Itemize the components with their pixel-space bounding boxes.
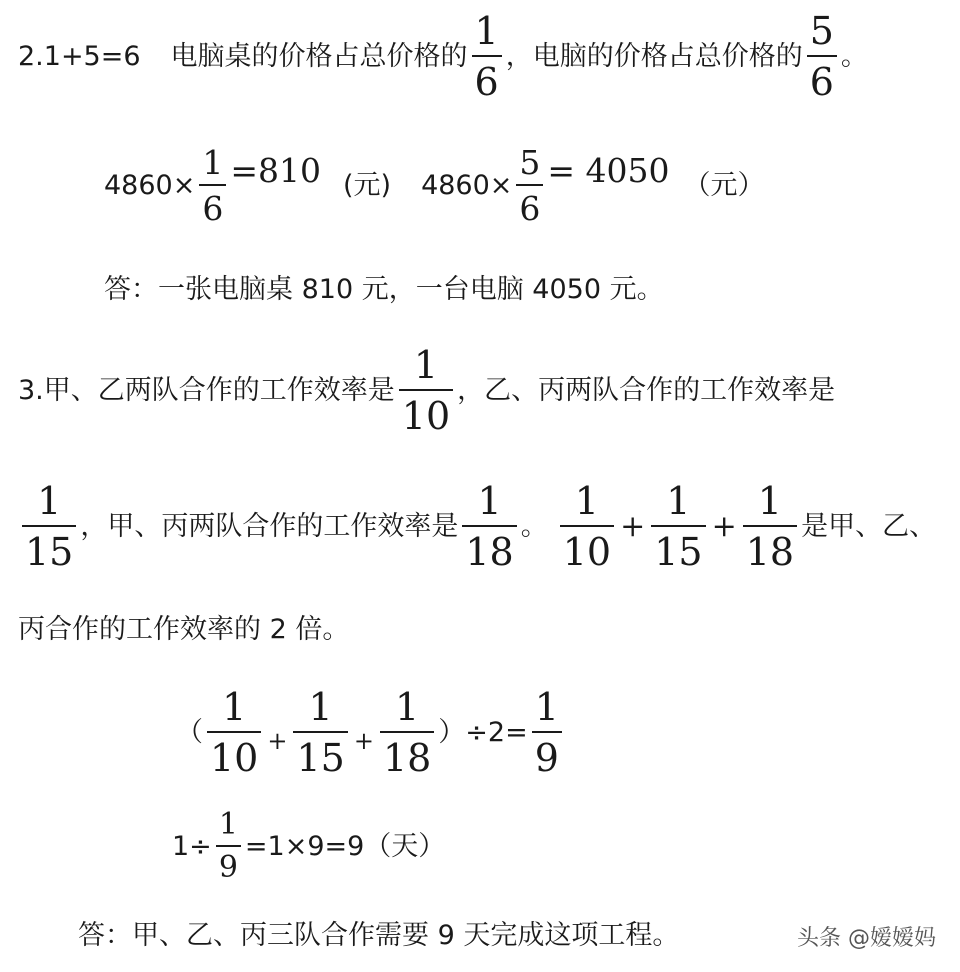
statement-text: ，电脑的价格占总价格的 [505, 41, 803, 72]
numerator: 1 [218, 807, 238, 842]
fraction [199, 143, 226, 228]
denominator: 10 [401, 394, 451, 438]
denominator: 15 [296, 736, 345, 780]
denominator: 6 [474, 60, 499, 104]
calc-unit: (元) [342, 170, 392, 201]
paren-close-divide: ）÷2= [438, 717, 528, 748]
denominator: 6 [809, 60, 834, 104]
denominator: 15 [25, 530, 74, 574]
numerator: 1 [308, 685, 333, 729]
statement-text: 电脑桌的价格占总价格的 [170, 41, 468, 72]
fraction-bar [216, 845, 241, 847]
numerator: 1 [202, 143, 224, 182]
numerator: 1 [574, 479, 599, 523]
problem3-statement-line1 [18, 343, 836, 438]
paren-open: （ [176, 717, 203, 748]
denominator: 18 [465, 530, 514, 574]
numerator: 1 [474, 9, 499, 53]
problem2-answer [104, 276, 664, 303]
plus-sign: + [267, 726, 288, 755]
statement-text: ，乙、丙两队合作的工作效率是 [457, 375, 836, 406]
answer-text: 答：甲、乙、丙三队合作需要 9 天完成这项工程。 [78, 920, 680, 951]
fraction-bar [532, 731, 562, 733]
problem3-calculation2 [172, 807, 446, 885]
numerator: 5 [809, 9, 834, 53]
numerator: 1 [534, 685, 559, 729]
fraction [743, 479, 797, 574]
problem2-number: 2.1+5=6 [18, 41, 141, 72]
numerator: 1 [222, 685, 247, 729]
fraction [399, 343, 453, 438]
fraction [293, 685, 347, 780]
fraction [472, 9, 502, 104]
fraction-bar [207, 731, 261, 733]
fraction-bar [472, 55, 502, 57]
plus-sign: + [620, 509, 646, 544]
numerator: 1 [395, 685, 420, 729]
fraction-bar [399, 389, 453, 391]
fraction-bar [743, 525, 797, 527]
numerator: 1 [37, 479, 62, 523]
calc-result: = 4050 [547, 151, 670, 190]
watermark: 头条 @嫒嫒妈 [797, 926, 936, 951]
denominator: 10 [210, 736, 259, 780]
denominator: 9 [218, 850, 238, 885]
statement-text: 。 [520, 511, 548, 542]
calc-term: 1÷ [172, 831, 212, 862]
statement-text: ，甲、丙两队合作的工作效率是 [80, 511, 459, 542]
plus-sign: + [353, 726, 374, 755]
numerator: 1 [757, 479, 782, 523]
problem2-calculation [104, 143, 765, 228]
numerator: 1 [477, 479, 502, 523]
calc-result: =810 [230, 151, 321, 190]
fraction-bar [293, 731, 347, 733]
denominator: 6 [202, 189, 224, 228]
denominator: 10 [562, 530, 612, 574]
answer-text: 答：一张电脑桌 810 元，一台电脑 4050 元。 [104, 274, 664, 305]
statement-text: 是甲、乙、 [801, 511, 937, 542]
fraction [532, 685, 562, 780]
calc-unit: （元） [683, 170, 765, 201]
calc-term: 4860× [421, 170, 513, 201]
fraction-bar [560, 525, 614, 527]
statement-text: 。 [840, 41, 868, 72]
problem3-answer [78, 922, 679, 949]
fraction [462, 479, 516, 574]
problem3-calculation1 [176, 685, 566, 780]
fraction-bar [380, 731, 434, 733]
numerator: 1 [413, 343, 439, 387]
numerator: 1 [666, 479, 691, 523]
numerator: 5 [519, 143, 541, 182]
fraction [560, 479, 614, 574]
fraction [207, 685, 261, 780]
fraction-bar [22, 525, 76, 527]
denominator: 18 [382, 736, 432, 780]
fraction [22, 479, 76, 574]
fraction-bar [462, 525, 516, 527]
plus-sign: + [711, 509, 737, 544]
statement-text: 3.甲、乙两队合作的工作效率是 [18, 375, 395, 406]
fraction [807, 9, 837, 104]
fraction [651, 479, 705, 574]
denominator: 9 [534, 736, 559, 780]
denominator: 18 [745, 530, 795, 574]
denominator: 6 [519, 189, 541, 228]
fraction [216, 807, 241, 885]
denominator: 15 [654, 530, 703, 574]
fraction-bar [807, 55, 837, 57]
fraction [516, 143, 543, 228]
calc-term: =1×9=9（天） [244, 831, 446, 862]
problem3-statement-line2 [18, 479, 937, 574]
problem3-statement-line3 [18, 616, 349, 643]
fraction-bar [651, 525, 705, 527]
problem2-statement [18, 9, 868, 104]
fraction [380, 685, 434, 780]
statement-text: 丙合作的工作效率的 2 倍。 [18, 614, 350, 645]
calc-term: 4860× [104, 170, 196, 201]
fraction-bar [516, 184, 543, 186]
fraction-bar [199, 184, 226, 186]
